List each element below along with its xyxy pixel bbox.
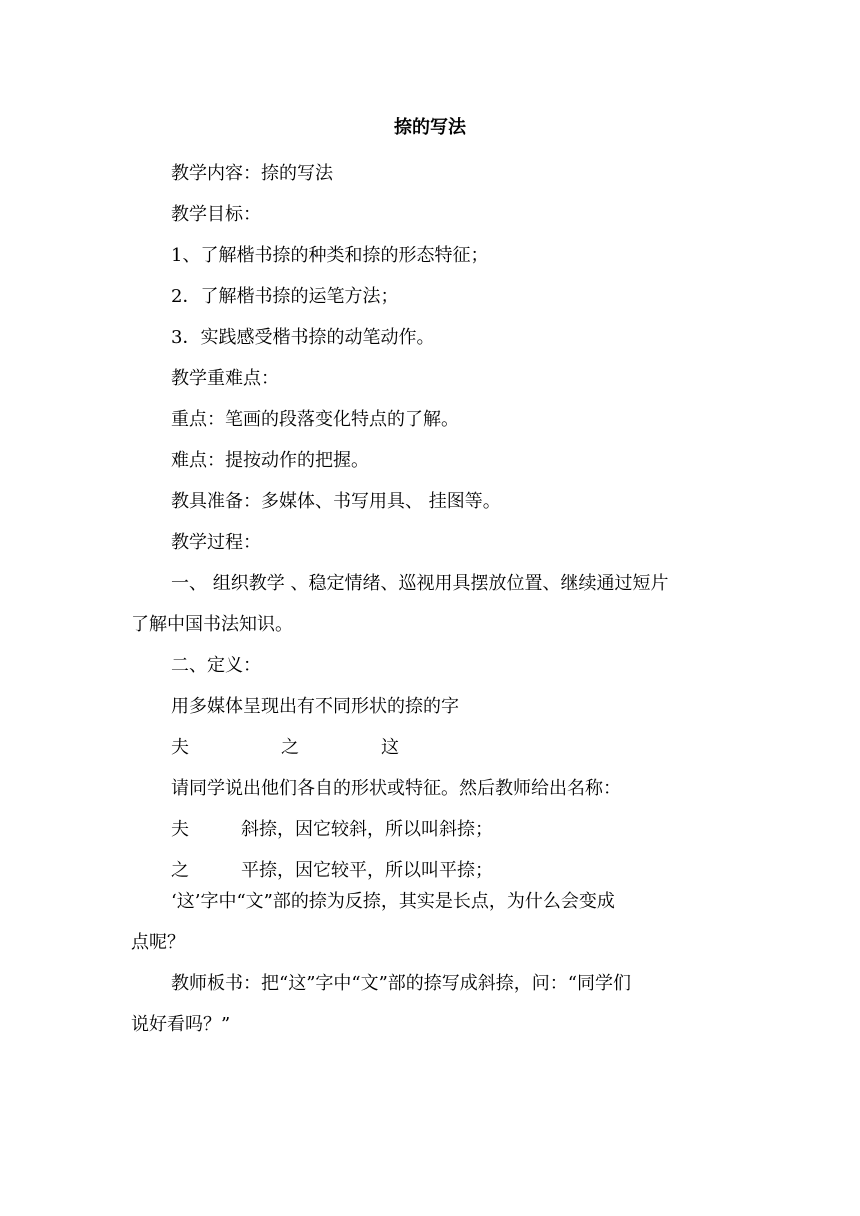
goal-1: 1、了解楷书捺的种类和捺的形态特征； — [171, 245, 489, 266]
teaching-content: 教学内容：捺的写法 — [171, 163, 333, 184]
step2-heading: 二、定义： — [171, 655, 261, 676]
example-char-zhe: 这 — [381, 737, 399, 758]
ping-na-char: 之 — [171, 860, 189, 881]
goal-3: 3．实践感受楷书捺的动笔动作。 — [171, 327, 435, 348]
key-point: 重点：笔画的段落变化特点的了解。 — [171, 409, 459, 430]
goal-2: 2．了解楷书捺的运笔方法； — [171, 286, 399, 307]
fan-na-line1: ‘这’字中“文”部的捺为反捺，其实是长点，为什么会变成 — [171, 891, 615, 912]
xie-na-line — [131, 810, 771, 850]
multimedia-line: 用多媒体呈现出有不同形状的捺的字 — [171, 696, 459, 717]
example-char-zhi: 之 — [281, 737, 299, 758]
document-title: 捺的写法 — [394, 117, 466, 138]
board-line2: 说好看吗？” — [131, 1014, 231, 1035]
xie-na-char: 夫 — [171, 819, 189, 840]
example-characters — [131, 728, 771, 768]
difficulty-point: 难点：提按动作的把握。 — [171, 450, 369, 471]
key-difficulty-heading: 教学重难点： — [171, 368, 279, 389]
xie-na-desc: 斜捺，因它较斜，所以叫斜捺； — [241, 819, 493, 840]
teaching-goals-heading: 教学目标： — [171, 204, 261, 225]
example-char-fu: 夫 — [171, 737, 189, 758]
process-heading: 教学过程： — [171, 532, 261, 553]
board-line1: 教师板书：把“这”字中“文”部的捺写成斜捺，问：“同学们 — [171, 973, 632, 994]
fan-na-line2: 点呢？ — [131, 932, 185, 953]
ping-na-desc: 平捺，因它较平，所以叫平捺； — [241, 860, 493, 881]
teaching-tools: 教具准备：多媒体、书写用具、 挂图等。 — [171, 491, 501, 512]
ask-students-line: 请同学说出他们各自的形状或特征。然后教师给出名称： — [171, 778, 621, 799]
step1-line1: 一、 组织教学 、稳定情绪、巡视用具摆放位置、继续通过短片 — [171, 573, 669, 594]
step1-line2: 了解中国书法知识。 — [131, 614, 293, 635]
